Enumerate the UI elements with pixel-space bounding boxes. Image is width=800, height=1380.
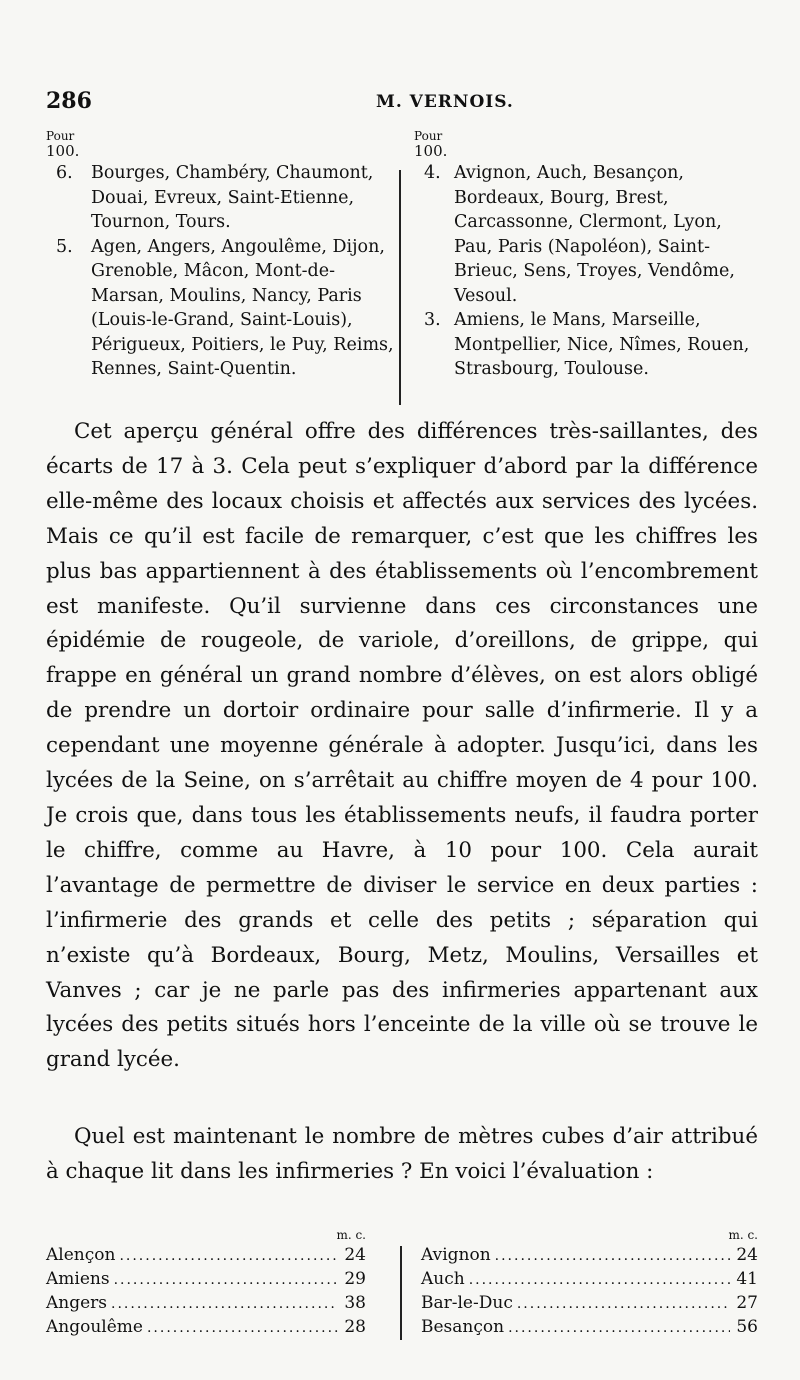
cubic-value: 29 [344, 1269, 366, 1289]
ratio-column-right [414, 130, 758, 382]
pour-label: Pour [46, 129, 75, 143]
page-number: 286 [46, 88, 92, 114]
city-name: Bar-le-Duc [421, 1293, 513, 1313]
cubic-value: 41 [736, 1269, 758, 1289]
cubic-value: 24 [736, 1245, 758, 1265]
hundred-label: 100. [46, 142, 80, 160]
ratio-entry [46, 161, 396, 235]
ratio-number: 5. [56, 236, 73, 257]
cubic-value: 27 [736, 1293, 758, 1313]
city-name: Amiens [46, 1269, 110, 1289]
column-divider [400, 1246, 402, 1340]
ratio-number: 3. [424, 310, 441, 330]
table-row [421, 1291, 758, 1315]
cubic-value: 28 [344, 1317, 366, 1337]
ratio-number: 6. [56, 163, 73, 183]
city-name: Alençon [46, 1245, 116, 1265]
paragraph-overview: Cet aperçu général offre des différences très-saillantes, des écarts de 17 à 3. Cela peut s’expliquer d’abord par la différence elle-même des locaux choisis et affectés aux services des lycées. Mais ce qu’il est facile de remarquer, c’est que les chiffres les plus bas appartiennent à des établissements où l’encombrement est manifeste. Qu’il survienne dans ces circonstances une épidémie de rougeole, de variole, d’oreillons, de grippe, qui frappe en général un grand nombre d’élèves, on est alors obligé de prendre un dortoir ordinaire pour salle d’infirmerie. Il y a cependant une moyenne générale à adopter. Jusqu’ici, dans les lycées de la Seine, on s’arrêtait au chiffre moyen de 4 pour 100. Je crois que, dans tous les établissements neufs, il faudra porter le chiffre, comme au Havre, à 10 pour 100. Cela aurait l’avantage de permettre de diviser le service en deux parties : l’infirmerie des grands et celle des petits ; séparation qui n’existe qu’à Bordeaux, Bourg, Metz, Moulins, Versailles et Vanves ; car je ne parle pas des infirmeries appartenant aux lycées des petits situés hors l’enceinte de la ville où se trouve le grand lycée. [46, 419, 758, 1073]
cubic-value: 56 [736, 1317, 758, 1337]
running-head: M. VERNOIS. [376, 92, 514, 112]
table-row [421, 1267, 758, 1291]
table-row [421, 1243, 758, 1267]
table-row [46, 1243, 366, 1267]
hundred-label: 100. [414, 142, 448, 160]
table-row [46, 1315, 366, 1339]
pour-label: Pour [414, 129, 443, 143]
ratio-entry [46, 235, 396, 382]
column-divider [399, 170, 401, 405]
city-name: Besançon [421, 1317, 505, 1337]
city-name: Angoulême [46, 1317, 143, 1337]
unit-label: m. c. [336, 1228, 366, 1242]
page-header [46, 88, 758, 118]
ratio-cities: Bourges, Chambéry, Chaumont, Douai, Evreux, Saint-Etienne, Tournon, Tours. [91, 163, 374, 232]
ratio-cities: Amiens, le Mans, Marseille, Montpellier, Nice, Nîmes, Rouen, Strasbourg, Toulouse. [454, 310, 750, 379]
cubic-value: 24 [344, 1245, 366, 1265]
city-name: Avignon [421, 1245, 491, 1265]
city-name: Auch [421, 1269, 465, 1289]
dot-leader [508, 1316, 730, 1340]
cubic-meters-table [46, 1228, 758, 1343]
ratio-entry [414, 161, 758, 308]
ratio-cities: Avignon, Auch, Besançon, Bordeaux, Bourg, Brest, Carcassonne, Clermont, Lyon, Pau, Paris (Napoléon), Saint-Brieuc, Sens, Troyes, Vendôme, Vesoul. [454, 163, 735, 306]
dot-leader [119, 1244, 338, 1268]
cubes-column-left [46, 1228, 366, 1339]
dot-leader [469, 1268, 730, 1292]
city-name: Angers [46, 1293, 108, 1313]
table-row [421, 1315, 758, 1339]
dot-leader [114, 1268, 338, 1292]
dot-leader [111, 1292, 338, 1316]
cubic-value: 38 [344, 1293, 366, 1313]
cubes-column-right [421, 1228, 758, 1339]
table-row [46, 1291, 366, 1315]
infirmary-ratio-table [46, 130, 758, 405]
dot-leader [517, 1292, 730, 1316]
ratio-cities: Agen, Angers, Angoulême, Dijon, Grenoble, Mâcon, Mont-de-Marsan, Moulins, Nancy, Paris (Louis-le-Grand, Saint-Louis), Périgueux, Poitiers, le Puy, Reims, Rennes, Saint-Quentin. [91, 236, 394, 379]
ratio-number: 4. [424, 163, 441, 183]
table-row [46, 1267, 366, 1291]
ratio-column-left [46, 130, 396, 382]
dot-leader [147, 1316, 338, 1340]
ratio-entry [414, 308, 758, 382]
paragraph-cubic-meters: Quel est maintenant le nombre de mètres cubes d’air attribué à chaque lit dans les infirmeries ? En voici l’évaluation : [46, 1124, 758, 1184]
unit-label: m. c. [728, 1228, 758, 1242]
dot-leader [495, 1244, 730, 1268]
